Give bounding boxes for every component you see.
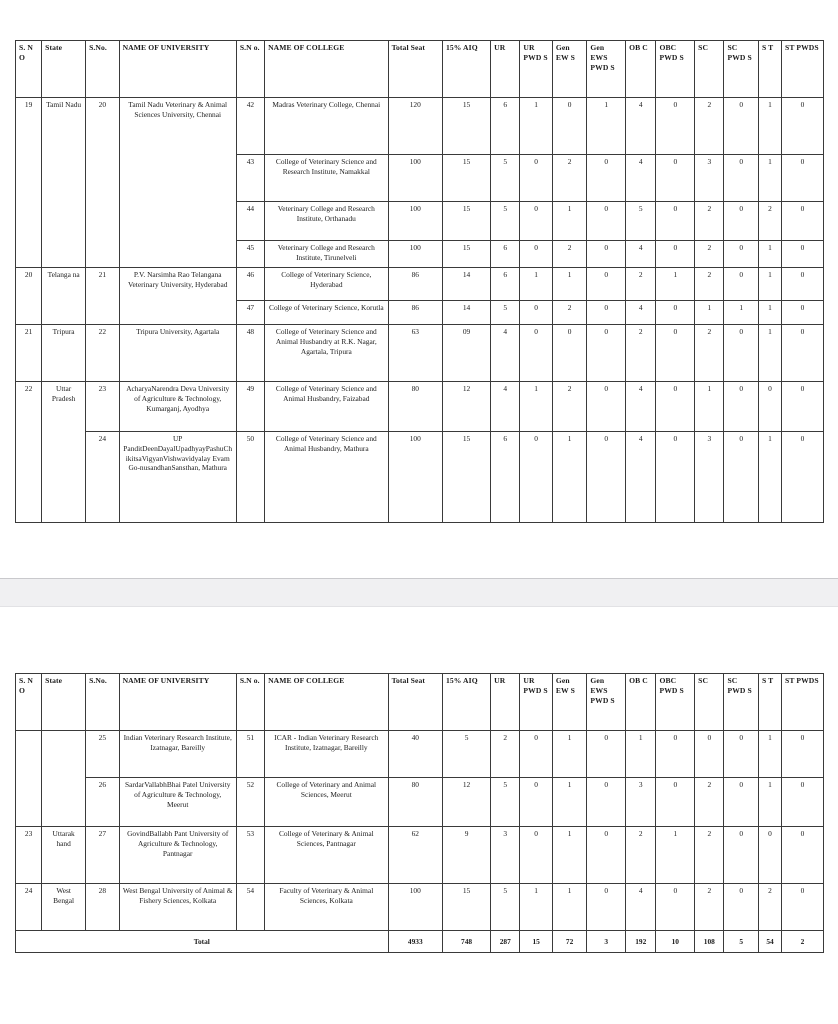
- cell-obc: 4: [626, 241, 656, 268]
- table-row: [16, 884, 824, 931]
- table-header-page-2: [16, 674, 824, 731]
- cell-sc: 2: [695, 884, 724, 931]
- cell-ur-pwds: 0: [520, 827, 552, 884]
- cell-sno: 20: [16, 268, 42, 325]
- cell-total-seat: 63: [388, 325, 442, 382]
- cell-sc-pwds: 0: [724, 827, 759, 884]
- cell-st: 2: [759, 884, 782, 931]
- cell-ur-pwds: 0: [520, 432, 552, 523]
- cell-university-name: SardarVallabhBhai Patel University of Agriculture & Technology, Meerut: [119, 778, 236, 827]
- cell-sc: 1: [695, 382, 724, 432]
- col-header-sc: SC: [695, 41, 724, 98]
- cell-state: Uttarak hand: [42, 827, 86, 884]
- cell-university-name: Tamil Nadu Veterinary & Animal Sciences University, Chennai: [119, 98, 236, 268]
- cell-gen-ews: 1: [552, 432, 587, 523]
- col-header-university-name: NAME OF UNIVERSITY: [119, 41, 236, 98]
- cell-sno: [16, 731, 42, 827]
- cell-university-name: P.V. Narsimha Rao Telangana Veterinary University, Hyderabad: [119, 268, 236, 325]
- cell-st-pwds: 0: [782, 325, 824, 382]
- cell-total-seat: 120: [388, 98, 442, 155]
- cell-ur: 6: [491, 268, 520, 301]
- cell-obc-pwds: 0: [656, 202, 695, 241]
- cell-gen-ews: 1: [552, 778, 587, 827]
- cell-state: [42, 731, 86, 827]
- cell-university-name: Indian Veterinary Research Institute, Izatnagar, Bareilly: [119, 731, 236, 778]
- col-header-ur: UR: [491, 674, 520, 731]
- total-sc: 108: [695, 931, 724, 953]
- cell-st: 0: [759, 827, 782, 884]
- cell-state: Uttar Pradesh: [42, 382, 86, 523]
- total-st-pwds: 2: [782, 931, 824, 953]
- cell-obc: 5: [626, 202, 656, 241]
- cell-sc: 2: [695, 98, 724, 155]
- cell-sc: 2: [695, 268, 724, 301]
- cell-gen-ews-pwds: 0: [587, 268, 626, 301]
- cell-gen-ews: 2: [552, 155, 587, 202]
- cell-obc: 2: [626, 325, 656, 382]
- cell-college-no: 43: [236, 155, 264, 202]
- cell-sc-pwds: 0: [724, 202, 759, 241]
- cell-ur-pwds: 1: [520, 382, 552, 432]
- cell-ur: 6: [491, 98, 520, 155]
- cell-gen-ews-pwds: 0: [587, 325, 626, 382]
- cell-obc: 4: [626, 382, 656, 432]
- cell-college-name: Madras Veterinary College, Chennai: [265, 98, 389, 155]
- cell-st-pwds: 0: [782, 155, 824, 202]
- cell-sc: 1: [695, 301, 724, 325]
- cell-college-name: College of Veterinary Science and Animal Husbandry, Faizabad: [265, 382, 389, 432]
- table-header-page-1: [16, 41, 824, 98]
- col-header-obc-pwds: OBC PWD S: [656, 41, 695, 98]
- cell-gen-ews: 2: [552, 301, 587, 325]
- cell-st: 1: [759, 241, 782, 268]
- cell-obc-pwds: 0: [656, 155, 695, 202]
- cell-ur-pwds: 0: [520, 301, 552, 325]
- cell-college-name: ICAR - Indian Veterinary Research Institute, Izatnagar, Bareilly: [265, 731, 389, 778]
- cell-gen-ews: 0: [552, 325, 587, 382]
- col-header-gen-ews-pwds: Gen EWS PWD S: [587, 41, 626, 98]
- col-header-university-no: S.No.: [86, 674, 119, 731]
- table-row: [16, 382, 824, 432]
- cell-state: Telanga na: [42, 268, 86, 325]
- cell-ur-pwds: 1: [520, 268, 552, 301]
- col-header-university-name: NAME OF UNIVERSITY: [119, 674, 236, 731]
- cell-university-no: 28: [86, 884, 119, 931]
- cell-aiq: 15: [442, 98, 490, 155]
- col-header-total-seat: Total Seat: [388, 41, 442, 98]
- col-header-sno: S. N O: [16, 41, 42, 98]
- cell-ur: 6: [491, 241, 520, 268]
- cell-university-no: 23: [86, 382, 119, 432]
- cell-total-seat: 100: [388, 241, 442, 268]
- cell-st-pwds: 0: [782, 884, 824, 931]
- col-header-obc: OB C: [626, 41, 656, 98]
- cell-sc-pwds: 0: [724, 382, 759, 432]
- cell-sno: 21: [16, 325, 42, 382]
- cell-st-pwds: 0: [782, 382, 824, 432]
- cell-college-no: 51: [236, 731, 264, 778]
- cell-obc: 3: [626, 778, 656, 827]
- cell-st: 1: [759, 301, 782, 325]
- cell-college-name: College of Veterinary Science, Hyderabad: [265, 268, 389, 301]
- cell-university-name: West Bengal University of Animal & Fishery Sciences, Kolkata: [119, 884, 236, 931]
- cell-sc-pwds: 0: [724, 884, 759, 931]
- document-page-2: [0, 607, 838, 953]
- col-header-college-no: S.N o.: [236, 674, 264, 731]
- total-ur-pwds: 15: [520, 931, 552, 953]
- cell-sc: 2: [695, 241, 724, 268]
- cell-university-name: Tripura University, Agartala: [119, 325, 236, 382]
- cell-college-name: Veterinary College and Research Institute, Orthanadu: [265, 202, 389, 241]
- cell-st: 1: [759, 325, 782, 382]
- cell-obc-pwds: 0: [656, 382, 695, 432]
- cell-obc-pwds: 0: [656, 884, 695, 931]
- table-row: [16, 325, 824, 382]
- cell-ur-pwds: 0: [520, 778, 552, 827]
- cell-obc-pwds: 0: [656, 432, 695, 523]
- cell-aiq: 14: [442, 268, 490, 301]
- page-break-separator: [0, 578, 838, 607]
- cell-sc-pwds: 0: [724, 241, 759, 268]
- col-header-obc: OB C: [626, 674, 656, 731]
- cell-obc-pwds: 0: [656, 731, 695, 778]
- cell-gen-ews: 2: [552, 382, 587, 432]
- cell-sc: 2: [695, 202, 724, 241]
- cell-st-pwds: 0: [782, 98, 824, 155]
- cell-college-name: College of Veterinary Science and Animal Husbandry, Mathura: [265, 432, 389, 523]
- table-row: [16, 432, 824, 523]
- cell-total-seat: 100: [388, 432, 442, 523]
- cell-college-no: 44: [236, 202, 264, 241]
- cell-total-seat: 80: [388, 778, 442, 827]
- cell-college-name: College of Veterinary and Animal Sciences, Meerut: [265, 778, 389, 827]
- cell-aiq: 12: [442, 382, 490, 432]
- cell-gen-ews: 0: [552, 98, 587, 155]
- cell-college-no: 50: [236, 432, 264, 523]
- cell-sc-pwds: 0: [724, 731, 759, 778]
- col-header-sc-pwds: SC PWD S: [724, 674, 759, 731]
- cell-obc: 2: [626, 827, 656, 884]
- col-header-gen-ews: Gen EW S: [552, 674, 587, 731]
- cell-gen-ews-pwds: 0: [587, 827, 626, 884]
- cell-gen-ews: 1: [552, 731, 587, 778]
- col-header-ur-pwds: UR PWD S: [520, 674, 552, 731]
- total-aiq: 748: [442, 931, 490, 953]
- total-gen-ews-pwds: 3: [587, 931, 626, 953]
- cell-college-name: Veterinary College and Research Institute, Tirunelveli: [265, 241, 389, 268]
- cell-st-pwds: 0: [782, 301, 824, 325]
- cell-st: 1: [759, 778, 782, 827]
- cell-st: 1: [759, 432, 782, 523]
- cell-gen-ews-pwds: 0: [587, 155, 626, 202]
- cell-st: 0: [759, 382, 782, 432]
- cell-gen-ews: 1: [552, 268, 587, 301]
- cell-college-no: 48: [236, 325, 264, 382]
- col-header-sc-pwds: SC PWD S: [724, 41, 759, 98]
- cell-total-seat: 86: [388, 301, 442, 325]
- table-row: [16, 731, 824, 778]
- cell-gen-ews-pwds: 0: [587, 202, 626, 241]
- cell-st-pwds: 0: [782, 827, 824, 884]
- cell-sc-pwds: 0: [724, 778, 759, 827]
- cell-ur-pwds: 1: [520, 884, 552, 931]
- cell-ur: 5: [491, 301, 520, 325]
- total-ur: 287: [491, 931, 520, 953]
- cell-ur: 5: [491, 202, 520, 241]
- cell-gen-ews-pwds: 0: [587, 884, 626, 931]
- table-row: [16, 268, 824, 301]
- cell-total-seat: 62: [388, 827, 442, 884]
- cell-gen-ews-pwds: 0: [587, 432, 626, 523]
- col-header-gen-ews: Gen EW S: [552, 41, 587, 98]
- cell-ur-pwds: 0: [520, 155, 552, 202]
- col-header-aiq: 15% AIQ: [442, 41, 490, 98]
- cell-ur: 5: [491, 778, 520, 827]
- cell-college-no: 52: [236, 778, 264, 827]
- cell-ur-pwds: 0: [520, 325, 552, 382]
- cell-sc: 0: [695, 731, 724, 778]
- cell-college-no: 42: [236, 98, 264, 155]
- cell-gen-ews-pwds: 0: [587, 382, 626, 432]
- cell-obc: 1: [626, 731, 656, 778]
- cell-college-name: College of Veterinary Science, Korutla: [265, 301, 389, 325]
- cell-gen-ews-pwds: 1: [587, 98, 626, 155]
- cell-college-no: 45: [236, 241, 264, 268]
- cell-st: 1: [759, 268, 782, 301]
- table-row: [16, 827, 824, 884]
- cell-obc-pwds: 0: [656, 241, 695, 268]
- cell-st: 1: [759, 731, 782, 778]
- cell-aiq: 15: [442, 241, 490, 268]
- cell-obc-pwds: 0: [656, 98, 695, 155]
- cell-total-seat: 100: [388, 155, 442, 202]
- cell-sc-pwds: 0: [724, 155, 759, 202]
- cell-total-seat: 100: [388, 884, 442, 931]
- cell-obc: 2: [626, 268, 656, 301]
- cell-state: Tripura: [42, 325, 86, 382]
- cell-aiq: 15: [442, 202, 490, 241]
- total-obc-pwds: 10: [656, 931, 695, 953]
- col-header-ur-pwds: UR PWD S: [520, 41, 552, 98]
- cell-obc-pwds: 1: [656, 827, 695, 884]
- cell-ur: 5: [491, 884, 520, 931]
- cell-ur-pwds: 0: [520, 241, 552, 268]
- cell-st: 1: [759, 155, 782, 202]
- total-sc-pwds: 5: [724, 931, 759, 953]
- cell-ur: 4: [491, 382, 520, 432]
- cell-college-name: College of Veterinary & Animal Sciences, Pantnagar: [265, 827, 389, 884]
- cell-ur-pwds: 0: [520, 202, 552, 241]
- col-header-aiq: 15% AIQ: [442, 674, 490, 731]
- cell-aiq: 5: [442, 731, 490, 778]
- cell-aiq: 15: [442, 884, 490, 931]
- cell-sno: 22: [16, 382, 42, 523]
- cell-university-no: 22: [86, 325, 119, 382]
- cell-gen-ews-pwds: 0: [587, 241, 626, 268]
- header-row: [16, 674, 824, 731]
- col-header-state: State: [42, 674, 86, 731]
- cell-sc: 2: [695, 827, 724, 884]
- cell-obc: 4: [626, 884, 656, 931]
- col-header-ur: UR: [491, 41, 520, 98]
- cell-total-seat: 100: [388, 202, 442, 241]
- cell-college-name: College of Veterinary Science and Animal Husbandry at R.K. Nagar, Agartala, Tripura: [265, 325, 389, 382]
- cell-university-no: 27: [86, 827, 119, 884]
- cell-college-no: 46: [236, 268, 264, 301]
- col-header-st-pwds: ST PWDS: [782, 41, 824, 98]
- col-header-sno: S. N O: [16, 674, 42, 731]
- cell-college-name: Faculty of Veterinary & Animal Sciences, Kolkata: [265, 884, 389, 931]
- col-header-college-no: S.N o.: [236, 41, 264, 98]
- cell-gen-ews: 1: [552, 827, 587, 884]
- cell-gen-ews: 2: [552, 241, 587, 268]
- cell-ur: 3: [491, 827, 520, 884]
- cell-total-seat: 40: [388, 731, 442, 778]
- cell-total-seat: 86: [388, 268, 442, 301]
- total-obc: 192: [626, 931, 656, 953]
- cell-university-no: 21: [86, 268, 119, 325]
- cell-aiq: 15: [442, 432, 490, 523]
- col-header-total-seat: Total Seat: [388, 674, 442, 731]
- cell-university-no: 20: [86, 98, 119, 268]
- cell-sc: 2: [695, 325, 724, 382]
- cell-aiq: 09: [442, 325, 490, 382]
- cell-sc: 3: [695, 155, 724, 202]
- cell-gen-ews-pwds: 0: [587, 778, 626, 827]
- seat-matrix-table-page-2: [15, 673, 824, 953]
- cell-obc-pwds: 1: [656, 268, 695, 301]
- cell-university-no: 25: [86, 731, 119, 778]
- col-header-university-no: S.No.: [86, 41, 119, 98]
- cell-st-pwds: 0: [782, 432, 824, 523]
- cell-st-pwds: 0: [782, 241, 824, 268]
- table-body-page-2: [16, 731, 824, 953]
- cell-obc: 4: [626, 155, 656, 202]
- cell-aiq: 14: [442, 301, 490, 325]
- cell-college-no: 49: [236, 382, 264, 432]
- cell-st-pwds: 0: [782, 778, 824, 827]
- cell-obc-pwds: 0: [656, 325, 695, 382]
- cell-st: 1: [759, 98, 782, 155]
- cell-obc-pwds: 0: [656, 778, 695, 827]
- col-header-gen-ews-pwds: Gen EWS PWD S: [587, 674, 626, 731]
- cell-aiq: 9: [442, 827, 490, 884]
- cell-college-name: College of Veterinary Science and Research Institute, Namakkal: [265, 155, 389, 202]
- col-header-st-pwds: ST PWDS: [782, 674, 824, 731]
- total-total-seat: 4933: [388, 931, 442, 953]
- cell-aiq: 12: [442, 778, 490, 827]
- col-header-obc-pwds: OBC PWD S: [656, 674, 695, 731]
- cell-sno: 23: [16, 827, 42, 884]
- cell-gen-ews: 1: [552, 884, 587, 931]
- col-header-state: State: [42, 41, 86, 98]
- cell-ur: 6: [491, 432, 520, 523]
- cell-obc: 4: [626, 432, 656, 523]
- col-header-st: S T: [759, 674, 782, 731]
- cell-ur: 2: [491, 731, 520, 778]
- cell-sc-pwds: 0: [724, 325, 759, 382]
- total-gen-ews: 72: [552, 931, 587, 953]
- cell-sc-pwds: 0: [724, 98, 759, 155]
- cell-sc: 3: [695, 432, 724, 523]
- cell-sc-pwds: 0: [724, 268, 759, 301]
- cell-ur-pwds: 0: [520, 731, 552, 778]
- table-row: [16, 98, 824, 155]
- cell-obc-pwds: 0: [656, 301, 695, 325]
- col-header-sc: SC: [695, 674, 724, 731]
- cell-ur: 4: [491, 325, 520, 382]
- cell-sc-pwds: 0: [724, 432, 759, 523]
- cell-sc-pwds: 1: [724, 301, 759, 325]
- cell-ur-pwds: 1: [520, 98, 552, 155]
- table-row: [16, 778, 824, 827]
- cell-obc: 4: [626, 98, 656, 155]
- cell-university-name: UP PanditDeenDayalUpadhyayPashuChikitsaVigyanVishwavidyalay Evam Go-nusandhanSansthan, Mathura: [119, 432, 236, 523]
- cell-college-no: 53: [236, 827, 264, 884]
- cell-university-no: 24: [86, 432, 119, 523]
- cell-total-seat: 80: [388, 382, 442, 432]
- cell-state: Tamil Nadu: [42, 98, 86, 268]
- header-row: [16, 41, 824, 98]
- col-header-college-name: NAME OF COLLEGE: [265, 674, 389, 731]
- cell-st-pwds: 0: [782, 731, 824, 778]
- cell-obc: 4: [626, 301, 656, 325]
- cell-gen-ews: 1: [552, 202, 587, 241]
- seat-matrix-table-page-1: [15, 40, 824, 523]
- col-header-st: S T: [759, 41, 782, 98]
- cell-college-no: 47: [236, 301, 264, 325]
- cell-university-no: 26: [86, 778, 119, 827]
- cell-gen-ews-pwds: 0: [587, 731, 626, 778]
- cell-university-name: GovindBallabh Pant University of Agriculture & Technology, Pantnagar: [119, 827, 236, 884]
- cell-st-pwds: 0: [782, 268, 824, 301]
- cell-university-name: AcharyaNarendra Deva University of Agriculture & Technology, Kumarganj, Ayodhya: [119, 382, 236, 432]
- cell-sno: 24: [16, 884, 42, 931]
- cell-st: 2: [759, 202, 782, 241]
- cell-sno: 19: [16, 98, 42, 268]
- table-body-page-1: [16, 98, 824, 523]
- total-st: 54: [759, 931, 782, 953]
- cell-aiq: 15: [442, 155, 490, 202]
- col-header-college-name: NAME OF COLLEGE: [265, 41, 389, 98]
- cell-gen-ews-pwds: 0: [587, 301, 626, 325]
- cell-ur: 5: [491, 155, 520, 202]
- table-total-row: [16, 931, 824, 953]
- cell-college-no: 54: [236, 884, 264, 931]
- total-label: Total: [16, 931, 389, 953]
- cell-st-pwds: 0: [782, 202, 824, 241]
- cell-sc: 2: [695, 778, 724, 827]
- cell-state: West Bengal: [42, 884, 86, 931]
